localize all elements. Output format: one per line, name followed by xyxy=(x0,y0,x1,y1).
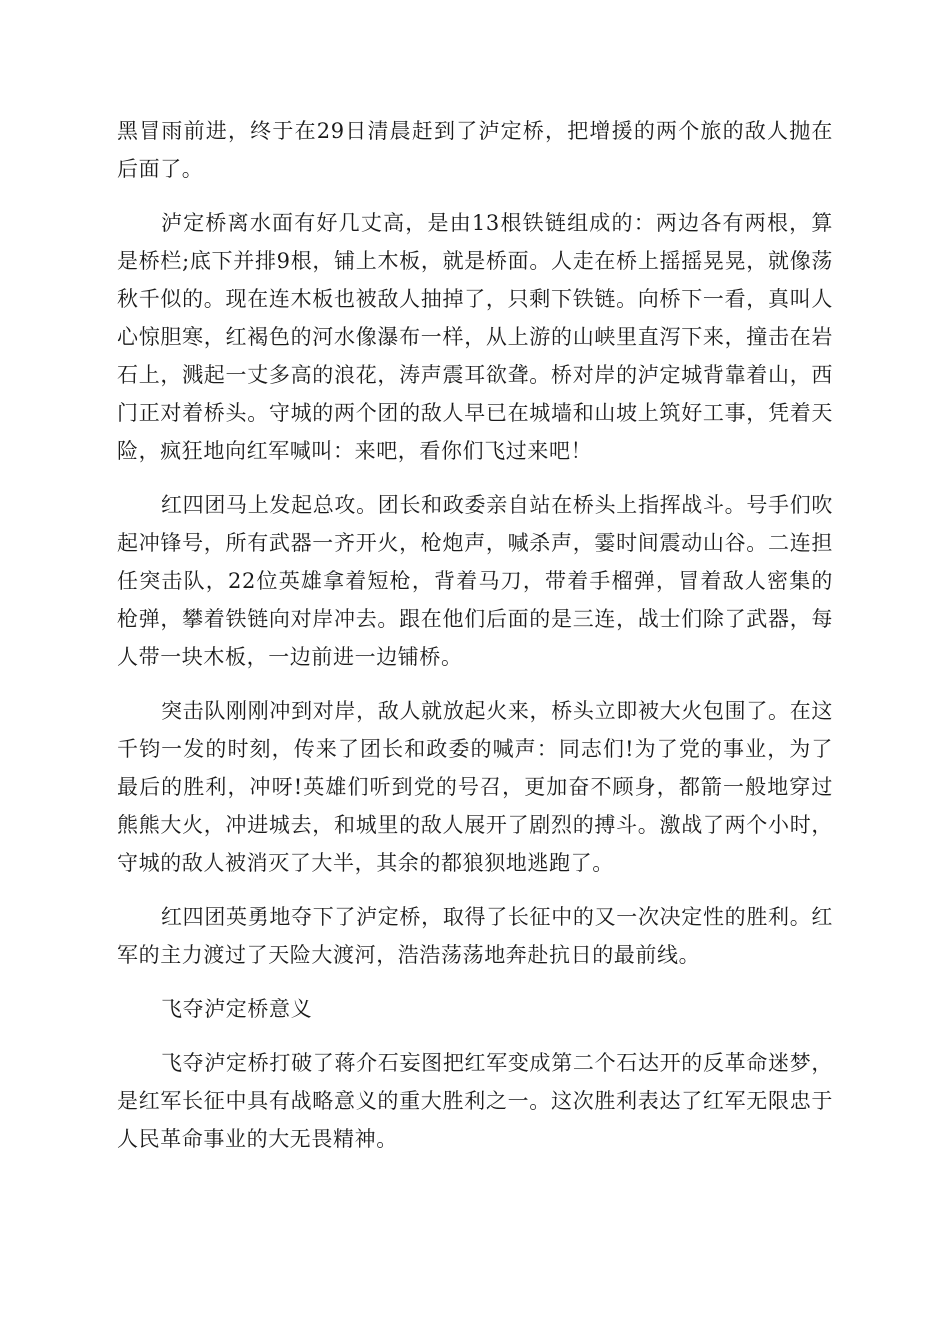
paragraph-attack: 红四团马上发起总攻。团长和政委亲自站在桥头上指挥战斗。号手们吹起冲锋号，所有武器一齐开火，枪炮声，喊杀声，霎时间震动山谷。二连担任突击队，22位英雄拿着短枪，背着马刀，带着手榴弹，冒着敌人密集的枪弹，攀着铁链向对岸冲去。跟在他们后面的是三连，战士们除了武器，每人带一块木板，一边前进一边铺桥。 xyxy=(117,493,833,669)
paragraph-significance: 飞夺泸定桥打破了蒋介石妄图把红军变成第二个石达开的反革命迷梦，是红军长征中具有战略意义的重大胜利之一。这次胜利表达了红军无限忠于人民革命事业的大无畏精神。 xyxy=(117,1051,833,1151)
paragraph-bridge-description: 泸定桥离水面有好几丈高，是由13根铁链组成的：两边各有两根，算是桥栏;底下并排9根，铺上木板，就是桥面。人走在桥上摇摇晃晃，就像荡秋千似的。现在连木板也被敌人抽掉了，只剩下铁链。向桥下一看，真叫人心惊胆寒，红褐色的河水像瀑布一样，从上游的山峡里直泻下来，撞击在岩石上，溅起一丈多高的浪花，涛声震耳欲聋。桥对岸的泸定城背靠着山，西门正对着桥头。守城的两个团的敌人早已在城墙和山坡上筑好工事，凭着天险，疯狂地向红军喊叫：来吧，看你们飞过来吧！ xyxy=(117,211,833,463)
paragraph-fire: 突击队刚刚冲到对岸，敌人就放起火来，桥头立即被大火包围了。在这千钧一发的时刻，传来了团长和政委的喊声：同志们!为了党的事业，为了最后的胜利，冲呀!英雄们听到党的号召，更加奋不顾身，都箭一般地穿过熊熊大火，冲进城去，和城里的敌人展开了剧烈的搏斗。激战了两个小时，守城的敌人被消灭了大半，其余的都狼狈地逃跑了。 xyxy=(117,699,833,875)
document-body xyxy=(117,112,833,1174)
paragraph-continuation: 黑冒雨前进，终于在29日清晨赶到了泸定桥，把增援的两个旅的敌人抛在后面了。 xyxy=(117,119,833,181)
section-heading: 飞夺泸定桥意义 xyxy=(161,997,313,1021)
paragraph-victory: 红四团英勇地夺下了泸定桥，取得了长征中的又一次决定性的胜利。红军的主力渡过了天险大渡河，浩浩荡荡地奔赴抗日的最前线。 xyxy=(117,905,833,967)
